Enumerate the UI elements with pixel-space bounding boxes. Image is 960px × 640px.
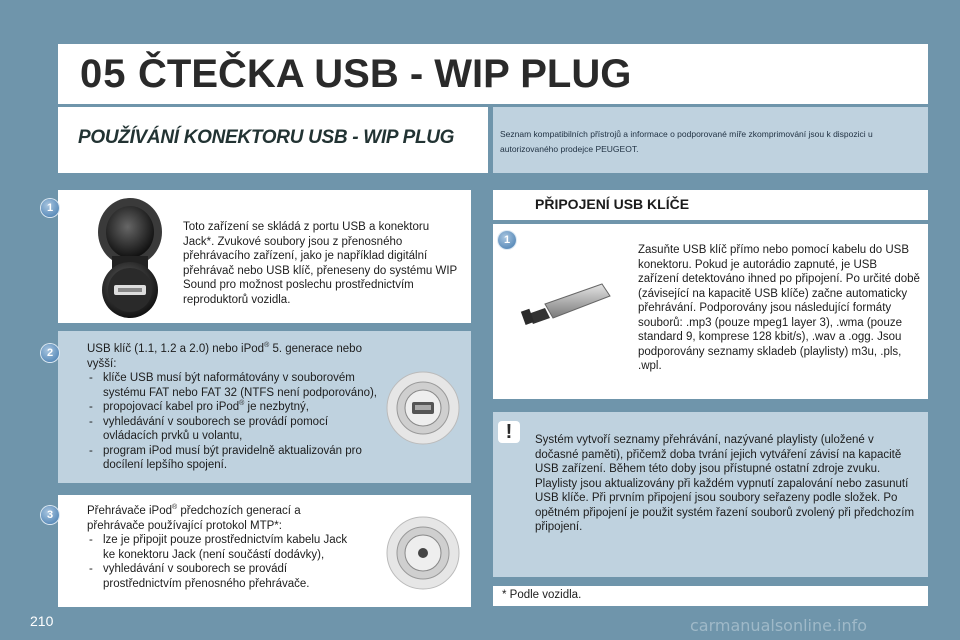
step-badge-3: 3 bbox=[41, 506, 59, 524]
list-item: - vyhledávání v souborech se provádí pomocí ovládacích prvků u volantu, bbox=[87, 415, 377, 444]
warning-text: Systém vytvoří seznamy přehrávání, nazývané playlisty (uložené v dočasné paměti), přičemž doba tvrání jejich vytváření závisí na kapacitě USB zařízení. Během této doby jsou přístupné ostatní zdroje zvuku. Playlisty jsou aktualizovány při každém vypnutí zapalování nebo zasunutí USB klíče. Při prvním připojení jsou soubory seřazeny podle složek. Po opětném připojení je použit systém řazení souborů zvolený při předchozím připojení. bbox=[535, 434, 915, 533]
warning-icon: ! bbox=[498, 421, 520, 443]
list-item: - vyhledávání v souborech se provádí prostřednictvím přenosného přehrávače. bbox=[87, 562, 357, 591]
usb-section-title: PŘIPOJENÍ USB KLÍČE bbox=[535, 196, 690, 212]
item-3-intro: Přehrávače iPod® předchozích generací a přehrávače používající protokol MTP*: bbox=[87, 504, 301, 532]
item-3-bullets bbox=[87, 533, 357, 591]
footnote: * Podle vozidla. bbox=[502, 589, 582, 601]
item-2-text bbox=[87, 342, 377, 473]
item-3-text bbox=[87, 504, 357, 591]
jack-socket-image bbox=[383, 513, 463, 593]
usb-section-text: Zasuňte USB klíč přímo nebo pomocí kabelu do USB konektoru. Pokud je autorádio zapnuté, je USB zařízení detektováno ihned po připojení. Po určité době (závisející na kapacitě USB klíče) začne automaticky přehrávání. Podporovány jsou následující formáty souborů: .mp3 (pouze mpeg1 layer 3), .wma (pouze standard 9, komprese 128 kbit/s), .wav a .ogg. Jsou podporovány seznamy skladeb (playlisty) m3u, .pls, .wpl. bbox=[638, 244, 920, 372]
compatibility-note: Seznam kompatibilních přístrojů a informace o podporované míře zkomprimování jsou k dispozici u autorizovaného prodejce PEUGEOT. bbox=[500, 129, 873, 154]
page-number: 210 bbox=[30, 613, 54, 629]
chapter-number: 05 bbox=[80, 52, 127, 96]
item-2-bullets bbox=[87, 371, 377, 473]
usb-stick-image bbox=[520, 280, 615, 335]
item-2-intro: USB klíč (1.1, 1.2 a 2.0) nebo iPod® 5. generace nebo vyšší: bbox=[87, 342, 362, 370]
list-item: - program iPod musí být pravidelně aktualizován pro docílení lepšího spojení. bbox=[87, 444, 377, 473]
step-badge-1: 1 bbox=[41, 199, 59, 217]
usb-port-cover-image bbox=[80, 192, 180, 322]
chapter-title: ČTEČKA USB - WIP PLUG bbox=[138, 52, 632, 96]
step-badge-2: 2 bbox=[41, 344, 59, 362]
list-item: - klíče USB musí být naformátovány v souborovém systému FAT nebo FAT 32 (NTFS není podporováno), bbox=[87, 371, 377, 400]
watermark: carmanualsonline.info bbox=[690, 616, 868, 635]
usb-socket-image bbox=[383, 368, 463, 448]
section-title: POUŽÍVÁNÍ KONEKTORU USB - WIP PLUG bbox=[78, 127, 455, 148]
item-1-text: Toto zařízení se skládá z portu USB a konektoru Jack*. Zvukové soubory jsou z přenosného přehrávacího zařízení, jako je například digitální přehrávač nebo USB klíč, přeneseny do systému WIP Sound pro možnost poslechu prostřednictvím reproduktorů vozidla. bbox=[183, 221, 458, 306]
list-item: - lze je připojit pouze prostřednictvím kabelu Jack ke konektoru Jack (není součástí dodávky), bbox=[87, 533, 357, 562]
step-badge-usb: 1 bbox=[498, 231, 516, 249]
list-item: - propojovací kabel pro iPod® je nezbytný, bbox=[87, 400, 377, 415]
